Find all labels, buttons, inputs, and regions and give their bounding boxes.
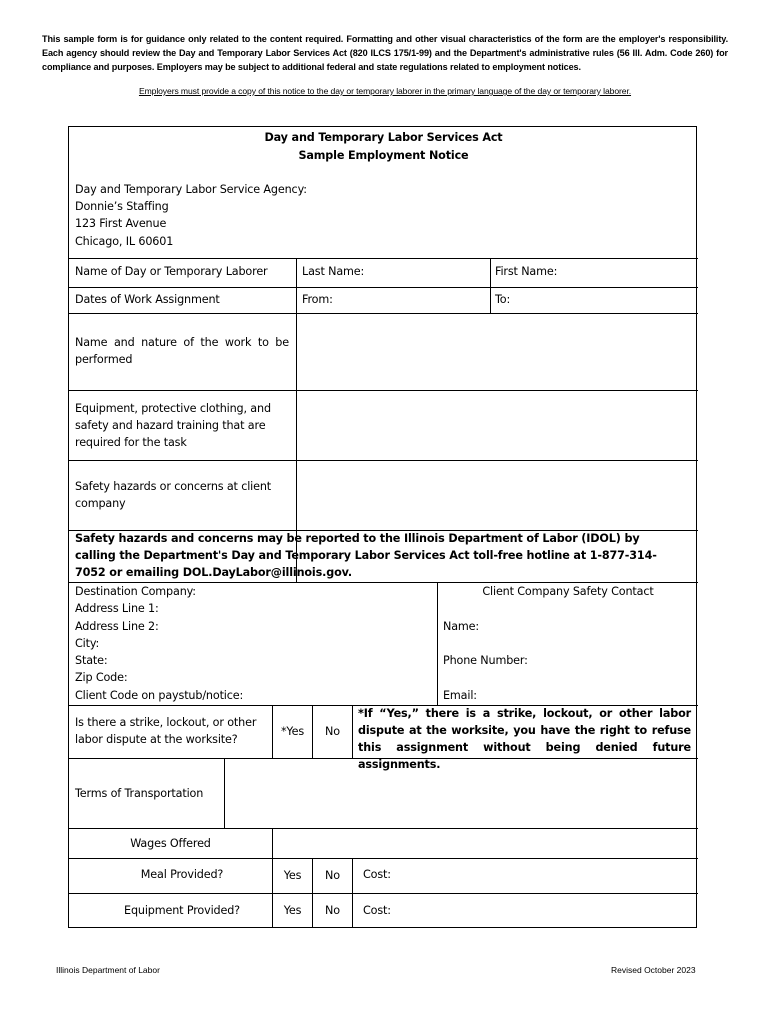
equipment-label: Equipment Provided? bbox=[124, 904, 240, 917]
city-field[interactable]: City: bbox=[75, 637, 100, 650]
last-name-field[interactable]: Last Name: bbox=[302, 265, 365, 278]
equipment-training-label: Equipment, protective clothing, and safety and hazard training that are required for the task bbox=[75, 402, 271, 449]
footer-revised: Revised October 2023 bbox=[611, 965, 696, 975]
destination-company-field[interactable]: Destination Company: bbox=[75, 585, 196, 598]
safety-hazards-label: Safety hazards or concerns at client company bbox=[75, 480, 272, 510]
strike-question: Is there a strike, lockout, or other labor dispute at the worksite? bbox=[75, 716, 257, 746]
zip-code-field[interactable]: Zip Code: bbox=[75, 671, 128, 684]
strike-no-option[interactable]: No bbox=[325, 725, 340, 738]
strike-yes-option[interactable]: *Yes bbox=[280, 725, 305, 738]
meal-cost-field[interactable]: Cost: bbox=[363, 868, 391, 881]
meal-no-option[interactable]: No bbox=[325, 869, 340, 882]
equipment-cost-field[interactable]: Cost: bbox=[363, 904, 391, 917]
rule bbox=[352, 858, 353, 928]
equipment-training-field[interactable] bbox=[297, 391, 697, 460]
meal-yes-option[interactable]: Yes bbox=[283, 869, 302, 882]
address-line-1-field[interactable]: Address Line 1: bbox=[75, 602, 159, 615]
footer-agency: Illinois Department of Labor bbox=[56, 965, 160, 975]
client-code-field[interactable]: Client Code on paystub/notice: bbox=[75, 689, 244, 702]
date-to-field[interactable]: To: bbox=[495, 293, 511, 306]
contact-email-field[interactable]: Email: bbox=[443, 689, 477, 702]
agency-name: Donnie’s Staffing bbox=[75, 200, 169, 213]
first-name-field[interactable]: First Name: bbox=[495, 265, 558, 278]
state-field[interactable]: State: bbox=[75, 654, 108, 667]
work-nature-label: Name and nature of the work to be performed bbox=[75, 336, 289, 366]
laborer-name-label: Name of Day or Temporary Laborer bbox=[75, 265, 268, 278]
meal-label: Meal Provided? bbox=[140, 868, 224, 881]
wages-field[interactable] bbox=[273, 829, 697, 858]
agency-street: 123 First Avenue bbox=[75, 217, 167, 230]
equipment-yes-option[interactable]: Yes bbox=[283, 904, 302, 917]
safety-hazards-field[interactable] bbox=[297, 461, 697, 530]
rule bbox=[69, 287, 698, 288]
disclaimer: This sample form is for guidance only related to the content required. Formatting and other visual characteristics of the form are the employer's responsibility. Each agency should review the Day and Temporary Labor Services Act (820 ILCS 175/1-99) and the Department's administrative rules (56 Ill. Adm. Code 260) for compliance and purposes. Employers may be subject to additional federal and state regulations related to employment notices. bbox=[42, 34, 728, 72]
rule bbox=[352, 705, 353, 758]
safety-contact-title: Client Company Safety Contact bbox=[482, 585, 654, 598]
form-title: Day and Temporary Labor Services Act bbox=[264, 131, 503, 144]
work-nature-field[interactable] bbox=[297, 314, 697, 390]
rule bbox=[69, 258, 698, 259]
strike-note: *If “Yes,” there is a strike, lockout, or other labor dispute at the worksite, you have the right to refuse this assignment without being denied future assignments. bbox=[358, 707, 691, 771]
rule bbox=[490, 258, 491, 313]
rule bbox=[69, 893, 698, 894]
agency-city: Chicago, IL 60601 bbox=[75, 235, 174, 248]
contact-name-field[interactable]: Name: bbox=[443, 620, 480, 633]
dates-label: Dates of Work Assignment bbox=[75, 293, 220, 306]
rule bbox=[69, 858, 698, 859]
transportation-label: Terms of Transportation bbox=[75, 787, 204, 800]
agency-label: Day and Temporary Labor Service Agency: bbox=[75, 183, 307, 196]
copy-notice: Employers must provide a copy of this notice to the day or temporary laborer in the primary language of the day or temporary laborer. bbox=[138, 86, 632, 96]
date-from-field[interactable]: From: bbox=[302, 293, 333, 306]
contact-phone-field[interactable]: Phone Number: bbox=[443, 654, 528, 667]
equipment-no-option[interactable]: No bbox=[325, 904, 340, 917]
idol-notice: Safety hazards and concerns may be reported to the Illinois Department of Labor (IDOL) by calling the Department's Day and Temporary Labor Services Act toll-free hotline at 1-877-314-7052 or emailing DOL.DayLabor@illinois.gov. bbox=[75, 532, 657, 579]
rule bbox=[437, 582, 438, 705]
address-line-2-field[interactable]: Address Line 2: bbox=[75, 620, 159, 633]
employment-notice-form bbox=[68, 126, 697, 928]
transportation-field[interactable] bbox=[225, 759, 697, 828]
form-subtitle: Sample Employment Notice bbox=[298, 149, 469, 162]
wages-label: Wages Offered bbox=[130, 837, 211, 850]
